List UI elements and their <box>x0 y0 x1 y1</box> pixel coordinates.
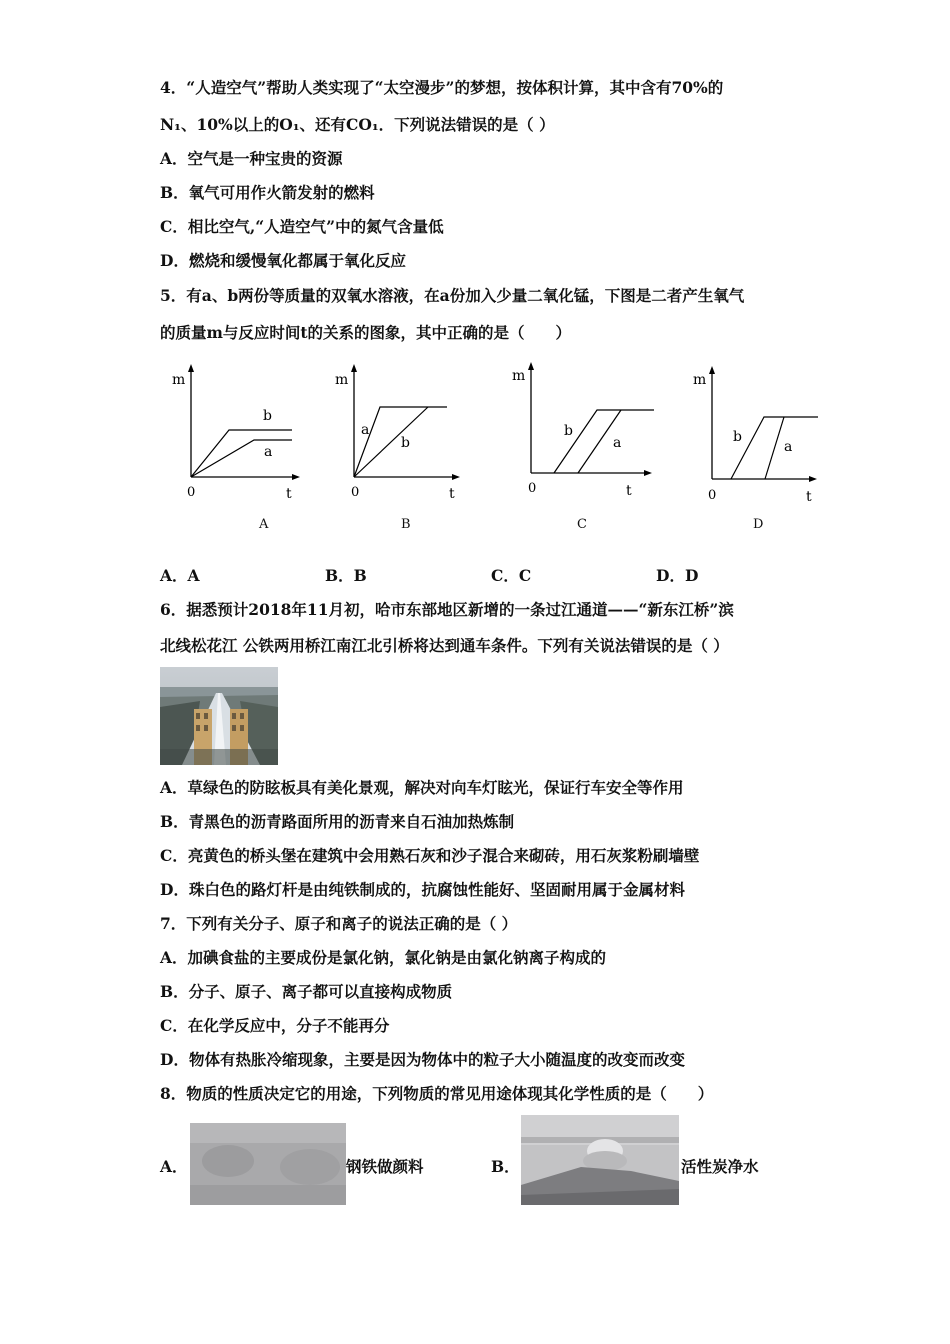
q5-graph-b-upper-label: a <box>361 422 370 438</box>
q8-stem: 8．物质的性质决定它的用途，下列物质的常见用途体现其化学性质的是（ ） <box>160 1084 714 1103</box>
q5-graph-c-caption: C <box>577 517 587 532</box>
q8-option-b-text: 活性炭净水 <box>681 1157 759 1176</box>
q5-graph-b-lower-label: b <box>401 435 410 451</box>
q5-option-d: D．D <box>656 566 699 585</box>
q5-graph-b-caption: B <box>401 517 411 532</box>
q8-option-a-text: 钢铁做颜料 <box>346 1157 424 1176</box>
q4-option-d: D．燃烧和缓慢氧化都属于氧化反应 <box>160 251 406 270</box>
q5-graph-d-y-label: m <box>693 372 707 388</box>
q6-option-a: A．草绿色的防眩板具有美化景观，解决对向车灯眩光，保证行车安全等作用 <box>160 778 684 797</box>
q5-graph-d-x-label: t <box>806 489 812 505</box>
q5-graph-b <box>325 362 475 516</box>
q5-graph-b-y-label: m <box>335 372 349 388</box>
q7-option-c: C．在化学反应中，分子不能再分 <box>160 1016 390 1035</box>
q5-options <box>160 564 720 586</box>
q7-option-a: A．加碘食盐的主要成份是氯化钠，氯化钠是由氯化钠离子构成的 <box>160 948 607 967</box>
q5-graph-a-origin: 0 <box>187 485 196 500</box>
q8-option-a-letter: A． <box>160 1157 188 1176</box>
q5-stem-line1: 5．有a、b两份等质量的双氧水溶液，在a份加入少量二氧化锰，下图是二者产生氧气 <box>160 286 745 305</box>
q5-graph-a-caption: A <box>259 517 269 532</box>
q6-stem-line2: 北线松花江 公铁两用桥江南江北引桥将达到通车条件。下列有关说法错误的是（ ） <box>160 636 729 655</box>
q5-graph-c <box>500 358 665 512</box>
activated-carbon-photo <box>521 1115 679 1205</box>
steel-photo <box>190 1123 346 1205</box>
q7-option-d: D．物体有热胀冷缩现象，主要是因为物体中的粒子大小随温度的改变而改变 <box>160 1050 685 1069</box>
q4-option-c: C．相比空气,“人造空气”中的氮气含量低 <box>160 217 444 236</box>
q5-graph-a-y-label: m <box>172 372 186 388</box>
q5-graph-c-origin: 0 <box>528 481 537 496</box>
q6-option-b: B．青黑色的沥青路面所用的沥青来自石油加热炼制 <box>160 812 515 831</box>
q5-graph-b-origin: 0 <box>351 485 360 500</box>
q5-stem-line2: 的质量m与反应时间t的关系的图象，其中正确的是（ ） <box>160 323 572 342</box>
q5-graph-a-upper-label: b <box>263 408 272 424</box>
q5-graph-a-lower-label: a <box>264 444 273 460</box>
q5-option-a: A．A <box>160 566 200 585</box>
q4-stem-line2: N₁、10%以上的O₁、还有CO₁．下列说法错误的是（ ） <box>160 115 555 134</box>
q4-stem-line1: 4．“人造空气”帮助人类实现了“太空漫步”的梦想，按体积计算，其中含有70%的 <box>160 78 724 97</box>
q7-option-b: B．分子、原子、离子都可以直接构成物质 <box>160 982 453 1001</box>
q5-graph-b-x-label: t <box>449 486 455 502</box>
q6-option-c: C．亮黄色的桥头堡在建筑中会用熟石灰和沙子混合来砌砖，用石灰浆粉刷墙壁 <box>160 846 700 865</box>
q5-graph-c-upper-label: b <box>564 423 573 439</box>
q6-option-d: D．珠白色的路灯杆是由纯铁制成的，抗腐蚀性能好、坚固耐用属于金属材料 <box>160 880 685 899</box>
q5-graph-d-upper-label: b <box>733 429 742 445</box>
q8-option-b-letter: B． <box>491 1157 520 1176</box>
q5-option-c: C．C <box>491 566 532 585</box>
q4-option-a: A．空气是一种宝贵的资源 <box>160 149 343 168</box>
q5-graph-c-y-label: m <box>512 368 526 384</box>
q5-graph-a <box>160 362 310 516</box>
q4-option-b: B．氧气可用作火箭发射的燃料 <box>160 183 375 202</box>
q5-graph-d-origin: 0 <box>708 488 717 503</box>
q5-graph-d-lower-label: a <box>784 439 793 455</box>
q5-graph-a-x-label: t <box>286 486 292 502</box>
q7-stem: 7．下列有关分子、原子和离子的说法正确的是（ ） <box>160 914 518 933</box>
q5-graph-d <box>680 362 840 516</box>
q6-stem-line1: 6．据悉预计2018年11月初，哈市东部地区新增的一条过江通道——“新东江桥”滨 <box>160 600 734 619</box>
q5-option-b: B．B <box>325 566 367 585</box>
q5-graph-d-caption: D <box>753 517 764 532</box>
q5-graph-c-x-label: t <box>626 483 632 499</box>
q5-graph-c-lower-label: a <box>613 435 622 451</box>
bridge-photo <box>160 667 278 765</box>
